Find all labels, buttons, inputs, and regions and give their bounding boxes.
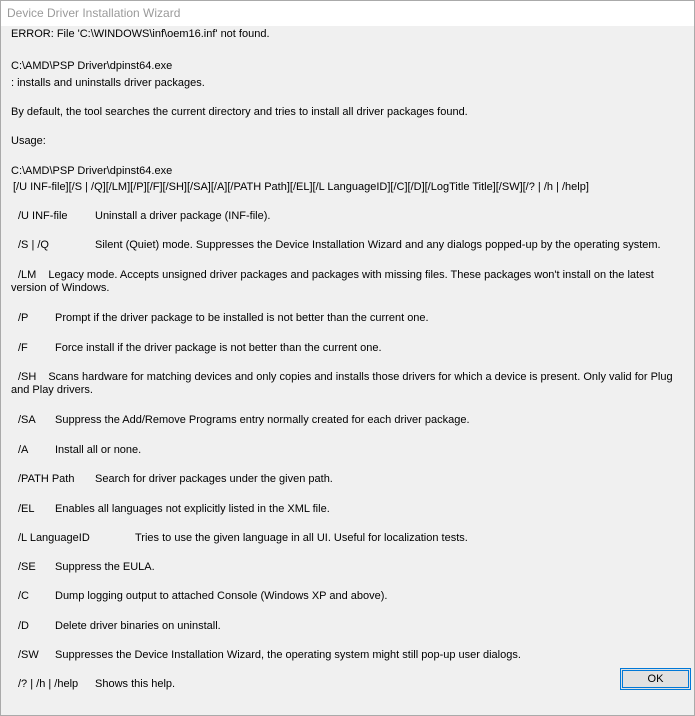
tool-summary: : installs and uninstalls driver packages. [11,77,205,89]
option-description: Legacy mode. Accepts unsigned driver packages and packages with missing files. These packages won't install on the latest version of Windows. [11,269,654,294]
option-switch: /LM [18,269,37,281]
option-switch: /A [18,444,29,456]
option-description: Enables all languages not explicitly listed in the XML file. [55,503,330,515]
usage-label: Usage: [11,135,46,147]
option-description: Suppresses the Device Installation Wizard, the operating system might still pop-up user dialogs. [55,649,521,661]
option-switch: /SA [18,414,36,426]
option-switch: /SH [18,371,37,383]
help-message-area [1,26,694,715]
option-switch: /? | /h | /help [18,678,79,690]
option-description: Dump logging output to attached Console (Windows XP and above). [55,590,388,602]
option-description: Force install if the driver package is not better than the current one. [55,342,382,354]
option-switch: /P [18,312,29,324]
option-description: Suppress the EULA. [55,561,155,573]
option-lm [11,269,683,295]
option-description: Scans hardware for matching devices and only copies and installs those drivers for which a device is present. Only valid for Plug and Play drivers. [11,371,673,396]
option-description: Shows this help. [95,678,176,690]
option-switch: /U INF-file [18,210,68,222]
error-message: ERROR: File 'C:\WINDOWS\inf\oem16.inf' not found. [11,28,270,40]
option-description: Delete driver binaries on uninstall. [55,620,221,632]
usage-exe-path: C:\AMD\PSP Driver\dpinst64.exe [11,165,173,177]
option-description: Search for driver packages under the given path. [95,473,333,485]
option-description: Tries to use the given language in all UI. Useful for localization tests. [135,532,468,544]
option-description: Install all or none. [55,444,142,456]
option-description: Suppress the Add/Remove Programs entry normally created for each driver package. [55,414,470,426]
window-title: Device Driver Installation Wizard [7,6,181,20]
option-switch: /PATH Path [18,473,75,485]
exe-path: C:\AMD\PSP Driver\dpinst64.exe [11,60,173,72]
option-switch: /C [18,590,29,602]
ok-button[interactable]: OK [620,668,691,690]
option-switch: /EL [18,503,35,515]
option-switch: /SE [18,561,36,573]
option-switch: /S | /Q [18,239,49,251]
option-switch: /SW [18,649,39,661]
default-behavior-text: By default, the tool searches the current directory and tries to install all driver packages found. [11,106,468,118]
title-bar[interactable] [1,1,694,26]
option-sh [11,371,683,397]
option-switch: /F [18,342,28,354]
usage-syntax: [/U INF-file][/S | /Q][/LM][/P][/F][/SH][/SA][/A][/PATH Path][/EL][/L LanguageID][/C][/D][/LogTitle Title][/SW][/? | /h | /help] [13,181,589,193]
option-description: Uninstall a driver package (INF-file). [95,210,271,222]
option-description: Silent (Quiet) mode. Suppresses the Device Installation Wizard and any dialogs popped-up by the operating system. [95,239,661,251]
option-switch: /L LanguageID [18,532,90,544]
option-description: Prompt if the driver package to be installed is not better than the current one. [55,312,429,324]
option-switch: /D [18,620,29,632]
